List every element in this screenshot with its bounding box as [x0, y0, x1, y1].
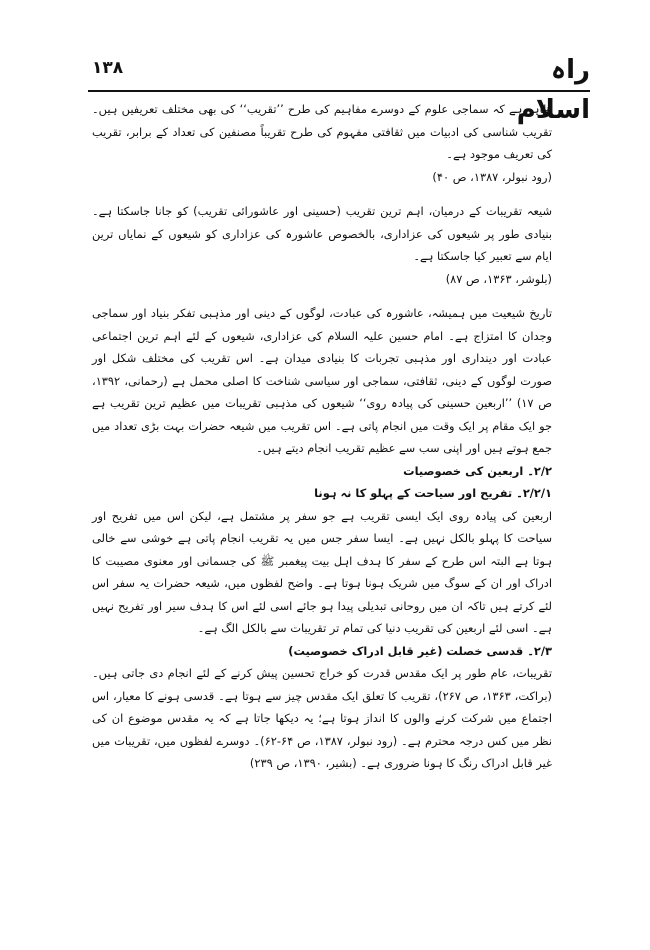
page-number: ۱۳۸: [92, 58, 124, 78]
subsection-heading: ۲/۲/۱۔ تفریح اور سیاحت کے پہلو کا نہ ہونا: [314, 486, 552, 500]
citation: (بلوشر، ۱۳۶۳، ص ۸۷): [445, 271, 552, 286]
paragraph-gap: [92, 290, 552, 302]
header-divider: [88, 90, 590, 92]
body-paragraph: اربعین کی پیادہ روی ایک ایسی تقریب ہے جو سفر پر مشتمل ہے، لیکن اس میں تفریح اور سیاحت کا پہلو بالکل نہیں ہے۔ ایسا سفر جس میں یہ تقریب انجام پاتی ہے خوشی سے خالی ہوتا ہے البتہ اس طرح کے سفر کا ہدف اہل بیت پیغمبر ﷺ کی جسمانی اور معنوی مصیبت کا ادراک اور ان کے سوگ میں شریک ہونا ہوتا ہے۔ واضح لفظوں میں، شیعہ حضرات یہ سفر اس لئے کرتے ہیں تاکہ ان میں روحانی تبدیلی پیدا ہو جائے اسی لئے اس کا ہدف سیر اور تفریح نہیں ہے۔ اسی لئے اربعین کی تقریب دنیا کی تمام تر تقریبات سے بالکل الگ ہے۔: [92, 508, 552, 635]
section-heading: ۲/۲۔ اربعین کی خصوصیات: [403, 463, 552, 478]
body-paragraph: تقریبات، عام طور پر ایک مقدس قدرت کو خراج تحسین پیش کرنے کے لئے انجام دی جاتی ہیں۔ (براکت، ۱۳۶۳، ص ۲۶۷)، تقریب کا تعلق ایک مقدس چیز سے ہوتا ہے۔ قدسی ہونے کا معیار، اس اجتماع میں شرکت کرنے والوں کا انداز ہوتا ہے؛ یہ دیکھا جاتا ہے کہ یہ مقدس موضوع ان کی نظر میں کس درجہ محترم ہے۔ (رود نبولر، ۱۳۸۷، ص ۶۴-۶۲)۔ دوسرے لفظوں میں، تقریبات میں غیر قابل ادراک رنگ کا ہونا ضروری ہے۔ (بشیر، ۱۳۹۰، ص ۲۳۹): [92, 666, 552, 770]
body-paragraph: شیعہ تقریبات کے درمیان، اہم ترین تقریب (حسینی اور عاشورائی تقریب) کو جانا جاسکتا ہے۔ بنیادی طور پر شیعوں کی عزاداری، بالخصوص عاشورہ کی عزاداری کو شیعوں کے نمایاں ترین ایام سے تعبیر کیا جاسکتا ہے۔: [92, 204, 552, 263]
page-body: [92, 98, 552, 775]
body-paragraph: تاریخ شیعیت میں ہمیشہ، عاشورہ کی عبادت، لوگوں کے دینی اور مذہبی تفکر بنیاد اور سماجی وجدان کا امتزاج ہے۔ امام حسین علیہ السلام کی عزاداری، شیعوں کے لئے اہم ترین اجتماعی عبادت اور دینداری اور مذہبی تجربات کا بنیادی میدان ہے۔ اس تقریب کی مختلف شکل اور صورت لوگوں کے دینی، ثقافتی، سماجی اور سیاسی شناخت کا اصلی محمل ہے (رحمانی، ۱۳۹۲، ص ۱۷) ’’اربعین حسینی کی پیادہ روی‘‘ شیعوں کی مذہبی تقریبات میں عظیم ترین تقریب ہے جو ایک مقام پر ایک وقت میں انجام پاتی ہے۔ اس تقریب میں شیعہ حضرات بہت بڑی تعداد میں جمع ہوتے ہیں اور اپنی سب سے عظیم تقریب انجام دیتے ہیں۔: [92, 306, 552, 455]
section-heading: ۲/۳۔ قدسی خصلت (غیر قابل ادراک خصوصیت): [288, 643, 552, 658]
paragraph-gap: [92, 188, 552, 200]
citation: (رود نبولر، ۱۳۸۷، ص ۴۰): [432, 169, 552, 184]
running-header-title: راہ اسلام: [516, 55, 590, 125]
body-paragraph: ظاہر ہے کہ سماجی علوم کے دوسرے مفاہیم کی طرح ’’تقریب‘‘ کی بھی مختلف تعریفیں ہیں۔ تقریب شناسی کی ادبیات میں ثقافتی مفہوم کی طرح تقریباً مصنفین کی تعداد کے برابر، تقریب کی تعریف موجود ہے۔: [92, 102, 552, 161]
